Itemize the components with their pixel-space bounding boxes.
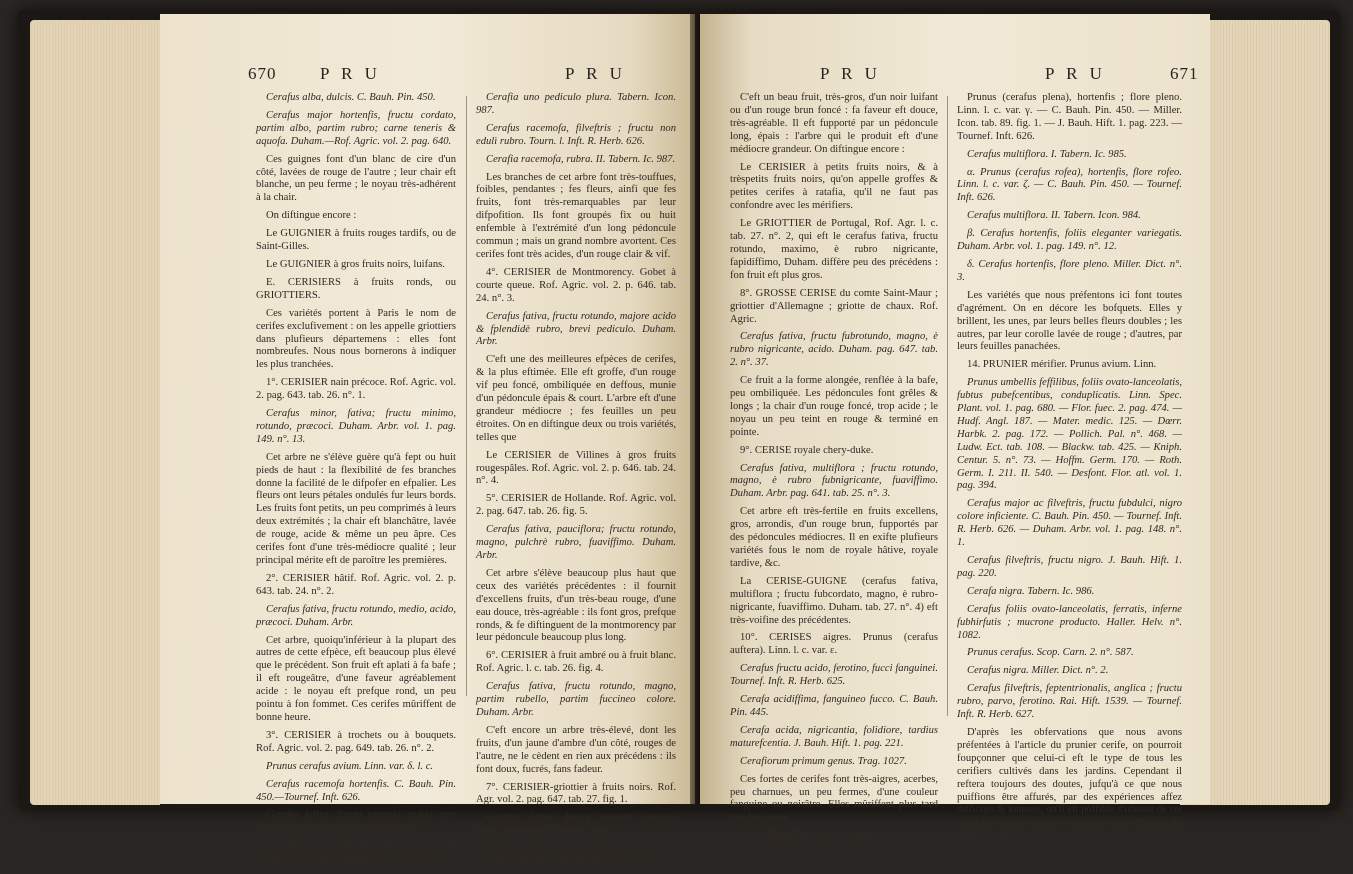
paragraph: Le GUIGNIER à fruits rouges tardifs, ou de Saint-Gilles. bbox=[256, 228, 456, 253]
right-header-center: P R U bbox=[1045, 64, 1106, 83]
paragraph: Le GUIGNIER à gros fruits noirs, luifans. bbox=[266, 258, 445, 270]
paragraph: 10°. CERISES aigres. Prunus (cerafus auftera). Linn. l. c. var. ε. bbox=[730, 632, 938, 657]
paragraph: Ces fortes de cerifes font très-aigres, acerbes, peu charnues, un peu fermes, d'une couleur fanguine ou noirâtre. Elles mûriffent plus tard que les autres. bbox=[730, 773, 938, 824]
paragraph: Prunus cerafus. Scop. Carn. 2. n°. 587. bbox=[967, 647, 1134, 659]
paragraph: Cerafus alba, dulcis. C. Bauh. Pin. 450. bbox=[266, 92, 436, 103]
paragraph: 1°. CERISIER nain précoce. Rof. Agric. vol. 2. pag. 643. tab. 26. n°. 1. bbox=[256, 377, 456, 402]
paragraph: δ. Cerafus hortenfis, flore pleno. Miller. Dict. n°. 3. bbox=[957, 258, 1182, 283]
paragraph: β. Cerafus hortenfis, foliis eleganter variegatis. Duham. Arbr. vol. 1. pag. 149. n°. 12. bbox=[957, 228, 1182, 253]
paragraph: 4°. CERISIER de Montmorency. Gobet à courte queue. Rof. Agric. vol. 2. p. 646. tab. 24. n°. 3. bbox=[476, 266, 676, 304]
paragraph: Cerafus filveftris, fructu nigro. J. Bauh. Hift. 1. pag. 220. bbox=[957, 555, 1182, 579]
paragraph: Cerafa acida, nigricantia, folidiore, tardius maturefcentia. J. Bauh. Hift. 1. pag. 221. bbox=[730, 724, 938, 749]
paragraph: Cerafus fativa, fructu rotundo, majore acido & fplendidè rubro, brevi pediculo. Duham. Arbr. bbox=[476, 310, 676, 348]
paragraph: Cerafiorum primum genus. Trag. 1027. bbox=[740, 755, 907, 767]
paragraph: 7°. CERISIER-griottier à fruits noirs. Rof. Agr. vol. 2. pag. 647. tab. 27. fig. 1. bbox=[476, 781, 676, 806]
paragraph: D'après les obfervations que nous avons préfentées à l'article du prunier cerife, on pourroit foupçonner que celui-ci eft le type de tous les cerifiers cultivés dans les jardins. Cependant il reftera toujours des doutes, jufqu'à ce que nous puiffions être affurés, par des expériences affez difficiles & longues, qu'il eft poffible d'obtenir de cet arbre fauvage les mêmes fruits que nous obtenons du cerifier cultivé. bbox=[957, 726, 1182, 842]
paragraph: Les branches de cet arbre font très-touffues, foibles, pendantes ; fes fleurs, ainfi que fes fruits, font très-remarquables par leur difpofition. Ils font groupés fix ou huit enfemble à l'extrémité d'un long pédoncule commun ; mais un grand nombre avortent. Ces cerifes font très acides, d'un rouge clair & vif. bbox=[476, 171, 676, 260]
paragraph: Cerafus foliis ovato-lanceolatis, ferratis, inferne fubhirfutis ; mucrone producto. Haller. Helv. n°. 1082. bbox=[957, 603, 1182, 641]
paragraph: C'eft une des meilleures efpèces de cerifes, & la plus eftimée. Elle eft groffe, d'un rouge vif peu foncé, ombiliquée en deffous, munie d'un pédoncule épais & court. L'arbre eft d'une grandeur médiocre ; fes feuilles un peu étroites. On en diftingue deux ou trois variétés, telles que bbox=[476, 354, 676, 443]
paragraph: C'eft un beau fruit, très-gros, d'un noir luifant ou d'un rouge brun foncé : fa faveur eft douce, très-agréable. Il eft fupporté par un pédoncule long, épais : l'arbre qui le produit eft d'une médiocre grandeur. On diftingue encore : bbox=[730, 92, 938, 155]
paragraph: Cerafus multiflora. I. Tabern. Ic. 985. bbox=[967, 148, 1127, 160]
left-page-number: 670 bbox=[248, 64, 277, 83]
paragraph: Le CERISIER à petits fruits noirs, & à trèspetits fruits noirs, qu'on appelle groffes & petites cerifes à ratafia, qu'il ne faut pas confondre avec les mérifiers. bbox=[730, 161, 938, 212]
left-column-1 bbox=[256, 92, 456, 871]
paragraph: La CERISE-GUIGNE (cerafus fativa, multiflora ; fructu fubcordato, magno, è rubro-nigricante, fuaviffimo. Duham. tab. 27. n°. 4) eft très-voifine des précédentes. bbox=[730, 575, 938, 626]
paragraph: Cet arbre s'élève beaucoup plus haut que ceux des variétés précédentes : il fournit d'excellens fruits, d'un très-beau rouge, d'une eau douce, très-agréable : ils font gros, prefque ronds, & fe diftinguent de la montmorency par leur pédoncule beaucoup plus long. bbox=[476, 567, 676, 644]
paragraph: C'eft encore un arbre très-élevé, dont les fruits, d'un jaune d'ambre d'un côté, rouges de l'autre, ne le cèdent en rien aux précédens : ils font doux, fucrés, fans fadeur. bbox=[476, 724, 676, 775]
paragraph: Cerafus fativa, fructu rotundo, magno, partim rubello, partim fuccineo colore. Duham. Arbr. bbox=[476, 681, 676, 718]
paragraph: Ces variétés portent à Paris le nom de cerifes exclufivement : on les appelle griottiers dans plufieurs départemens : elles font nombreufes. Nous nous bornerons à indiquer les plus tranchées. bbox=[256, 307, 456, 371]
right-page bbox=[700, 14, 1210, 842]
right-page-number: 671 bbox=[1170, 64, 1199, 83]
paragraph: Cerafus nigra. Miller. Dict. n°. 2. bbox=[967, 665, 1109, 677]
paragraph: Cerafus fativa, fructu fubrotundo, magno, è rubro nigricante, acido. Duham. pag. 647. tab. 2. n°. 37. bbox=[730, 331, 938, 369]
paragraph: Cerafus fativa, fructu rotundo, magno, nigro, fuaviffimo. Duham. Arbr. bbox=[476, 812, 676, 837]
paragraph: Cerafus fativa, pauciflora; fructu rotundo, magno, pulchrè rubro, fuaviffimo. Duham. Arbr. bbox=[476, 524, 676, 561]
paragraph: 2°. CERISIER hâtif. Rof. Agric. vol. 2. p. 643. tab. 24. n°. 2. bbox=[256, 572, 456, 597]
right-header-left: P R U bbox=[820, 64, 881, 83]
paragraph: Cerafus fructu acido, ferotino, fucci fanguinei. Tournef. Inft. R. Herb. 625. bbox=[730, 663, 938, 688]
paragraph: 6°. CERISIER à fruit ambré ou à fruit blanc. Rof. Agric. l. c. tab. 26. fig. 4. bbox=[476, 650, 676, 675]
paragraph: Cerafus fativa, multiflora ; fructu rotundo, magno, è rubro fubnigricante, fuaviffimo. Duham. Arbr. pag. 641. tab. 25. n°. 3. bbox=[730, 462, 938, 500]
paragraph: Ces guignes font d'un blanc de cire d'un côté, lavées de rouge de l'autre ; leur chair eft blanche, un peu ferme ; le noyau très-adhérent à la chair. bbox=[256, 153, 456, 204]
paragraph: Prunus umbellis feffilibus, foliis ovato-lanceolatis, fubtus pubefcentibus, conduplicatis. Linn. Spec. Plant. vol. 1. pag. 680. — Flor. fuec. 2. pag. 474. — Hudf. Angl. 187. — Mater. medic. 125. — Dœrr. Harbk. 2. pag. 172. — Pollich. Pal. n°. 468. — Ludw. Ect. tab. 108. — Blackw. tab. 425. — Kniph. Centur. 5. n°. 73. — Hoffm. Germ. 170. — Roth. Germ. I. 211. II. 540. — Desfont. Flor. atl. vol. 1. pag. 394. bbox=[957, 377, 1182, 492]
paragraph: Cerafus minor, fativa; fructu minimo, rotundo, præcoci. Duham. Arbr. vol. 1. pag. 149. n°. 13. bbox=[256, 408, 456, 445]
paragraph: Cerafus major ac filveftris, fructu fubdulci, nigro colore inficiente. C. Bauh. Pin. 450. — Tournef. Inft. R. Herb. 626. — Duham. Arbr. vol. 1. pag. 148. n°. 1. bbox=[957, 498, 1182, 549]
paragraph: Prunus (cerafus plena), hortenfis ; flore pleno. Linn. l. c. var. γ. — C. Bauh. Pin. 450. — Miller. Icon. tab. 89. fig. 1. — J. Bauh. Hift. 1. pag. 223. — Tournef. Inft. 626. bbox=[957, 92, 1182, 142]
paragraph: Les variétés que nous préfentons ici font toutes d'agrément. On en décore les bofquets. Elles y brillent, les unes, par leurs belles fleurs doubles ; les autres, par leur corolle lavée de rouge ; d'autres, par leurs feuilles panachées. bbox=[957, 289, 1182, 353]
paragraph: Cerafus uno pediculo plura ferens, & cerafus racemofa. J. Bauh. Hift. 1. pag. 225. bbox=[256, 840, 456, 865]
paragraph: Cerafus racemofa hortenfis. C. Bauh. Pin. 450.—Tournef. Inft. 626. bbox=[256, 778, 456, 803]
paragraph: Cerafus multiflora. II. Tabern. Icon. 984. bbox=[967, 210, 1141, 222]
left-column-2 bbox=[476, 92, 676, 874]
paragraph: Cet arbre ne s'élève guère qu'à fept ou huit pieds de haut : la flexibilité de fes branches donne la facilité de le difpofer en efpalier. Les fleurs ont leurs pétales ondulés fur leurs bords. Les fruits font petits, un peu comprimés à leurs deux extrémités ; la chair eft blanchâtre, lavée de rouge, acide & même un peu âpre. Ces cerifes font d'une très-médiocre qualité ; leur principal mérite eft de paroître les premières. bbox=[256, 451, 456, 566]
paragraph: Cerafus fativa, fructu orbiculato, nigerrimo, mi cante. Tournef. Inft. R. Herb. 626. bbox=[476, 843, 676, 868]
left-header-center: P R U bbox=[320, 64, 381, 83]
paragraph: Cerafia racemofa, rubra. II. Tabern. Ic. 987. bbox=[486, 153, 676, 165]
paragraph: α. Prunus (cerafus rofea), hortenfis, flore rofeo. Linn. l. c. var. ζ. — C. Bauh. Pin. 450. — Tournef. Inft. 626. bbox=[957, 166, 1182, 204]
paragraph: 11°. CERISIER à fleurs doubles. bbox=[740, 830, 880, 842]
paragraph: 9°. CERISE royale chery-duke. bbox=[740, 444, 874, 456]
paragraph: Ce fruit a la forme alongée, renflée à la bafe, peu ombiliquée. Les pédoncules font grêles & longs ; la chair d'un rouge foncé, trop acide ; le noyau un peu teint en rouge & terminé en pointe. bbox=[730, 375, 938, 438]
paragraph: Cerafia uno pediculo plura. Tabern. Icon. 987. bbox=[476, 92, 676, 116]
paragraph: Le GRIOTTIER de Portugal, Rof. Agr. l. c. tab. 27. n°. 2, qui eft le cerafus fativa, fructu rotundo, maximo, è rubro nigricante, fapidiffimo, Duham. diffère peu des précédens : fon fruit eft plus gros. bbox=[730, 218, 938, 281]
paragraph: Cerafus major hortenfis, fructu cordato, partim albo, partim rubro; carne teneris & aquofa. Duham.—Rof. Agric. vol. 2. pag. 640. bbox=[256, 109, 456, 147]
paragraph: Cerafus fativa, fructu rotundo, medio, acido, præcoci. Duham. Arbr. bbox=[256, 603, 456, 628]
paragraph: Cerafus filveftris, feptentrionalis, anglica ; fructu rubro, parvo, ferotino. Rai. Hift. 1539. — Tournef. Inft. R. Herb. 627. bbox=[957, 683, 1182, 721]
paragraph: Cerafus racemofa, filveftris ; fructu non edulì rubro. Tourn. l. Inft. R. Herb. 626. bbox=[476, 122, 676, 147]
paragraph: Cerafus fativa, fructu rotundo, acido, uno pediculo plures ferens. Duham. Arbr. bbox=[256, 809, 456, 834]
left-header-right: P R U bbox=[565, 64, 626, 83]
paragraph: Prunus cerafus avium. Linn. var. δ. l. c. bbox=[266, 760, 434, 772]
paragraph: E. CERISIERS à fruits ronds, ou GRIOTTIERS. bbox=[256, 276, 456, 301]
paragraph: 8°. GROSSE CERISE du comte Saint-Maur ; griottier d'Allemagne ; griotte de chaux. Rof. Agric. bbox=[730, 287, 938, 325]
right-column-1 bbox=[730, 92, 938, 848]
right-column-2 bbox=[957, 92, 1182, 848]
paragraph: Cet arbre eft très-fertile en fruits excellens, gros, arrondis, d'un rouge brun, fupportés par des pédoncules médiocres. Il en exifte plufieurs variétés fous le nom de royale hâtive, royale tardive, &c. bbox=[730, 506, 938, 569]
left-page bbox=[160, 14, 695, 868]
paragraph: Cerafa acidiffima, fanguineo fucco. C. Bauh. Pin. 445. bbox=[730, 694, 938, 718]
left-column-rule bbox=[466, 96, 467, 696]
paragraph: 3°. CERISIER à trochets ou à bouquets. Rof. Agric. vol. 2. pag. 649. tab. 26. n°. 2. bbox=[256, 729, 456, 754]
paragraph: Cet arbre, quoiqu'inférieur à la plupart des autres de cette efpèce, eft beaucoup plus élevé que le précédent. Son fruit eft aplati à fa bafe ; il eft rougeâtre, d'une faveur agréablement acide : le noyau eft prefque rond, un peu pointu à fon fommet. Ces cerifes mûriffent de bonne heure. bbox=[256, 634, 456, 723]
paragraph: 14. PRUNIER mérifier. Prunus avium. Linn. bbox=[967, 359, 1157, 371]
left-page-edges bbox=[30, 20, 160, 805]
paragraph: On diftingue encore : bbox=[266, 210, 357, 222]
paragraph: 5°. CERISIER de Hollande. Rof. Agric. vol. 2. pag. 647. tab. 26. fig. 5. bbox=[476, 493, 676, 518]
right-column-rule bbox=[947, 96, 948, 716]
paragraph: Le CERISIER de Villines à gros fruits rougespâles. Rof. Agric. vol. 2. p. 646. tab. 24. n°. 4. bbox=[476, 449, 676, 487]
paragraph: Cerafa nigra. Tabern. Ic. 986. bbox=[967, 585, 1095, 597]
